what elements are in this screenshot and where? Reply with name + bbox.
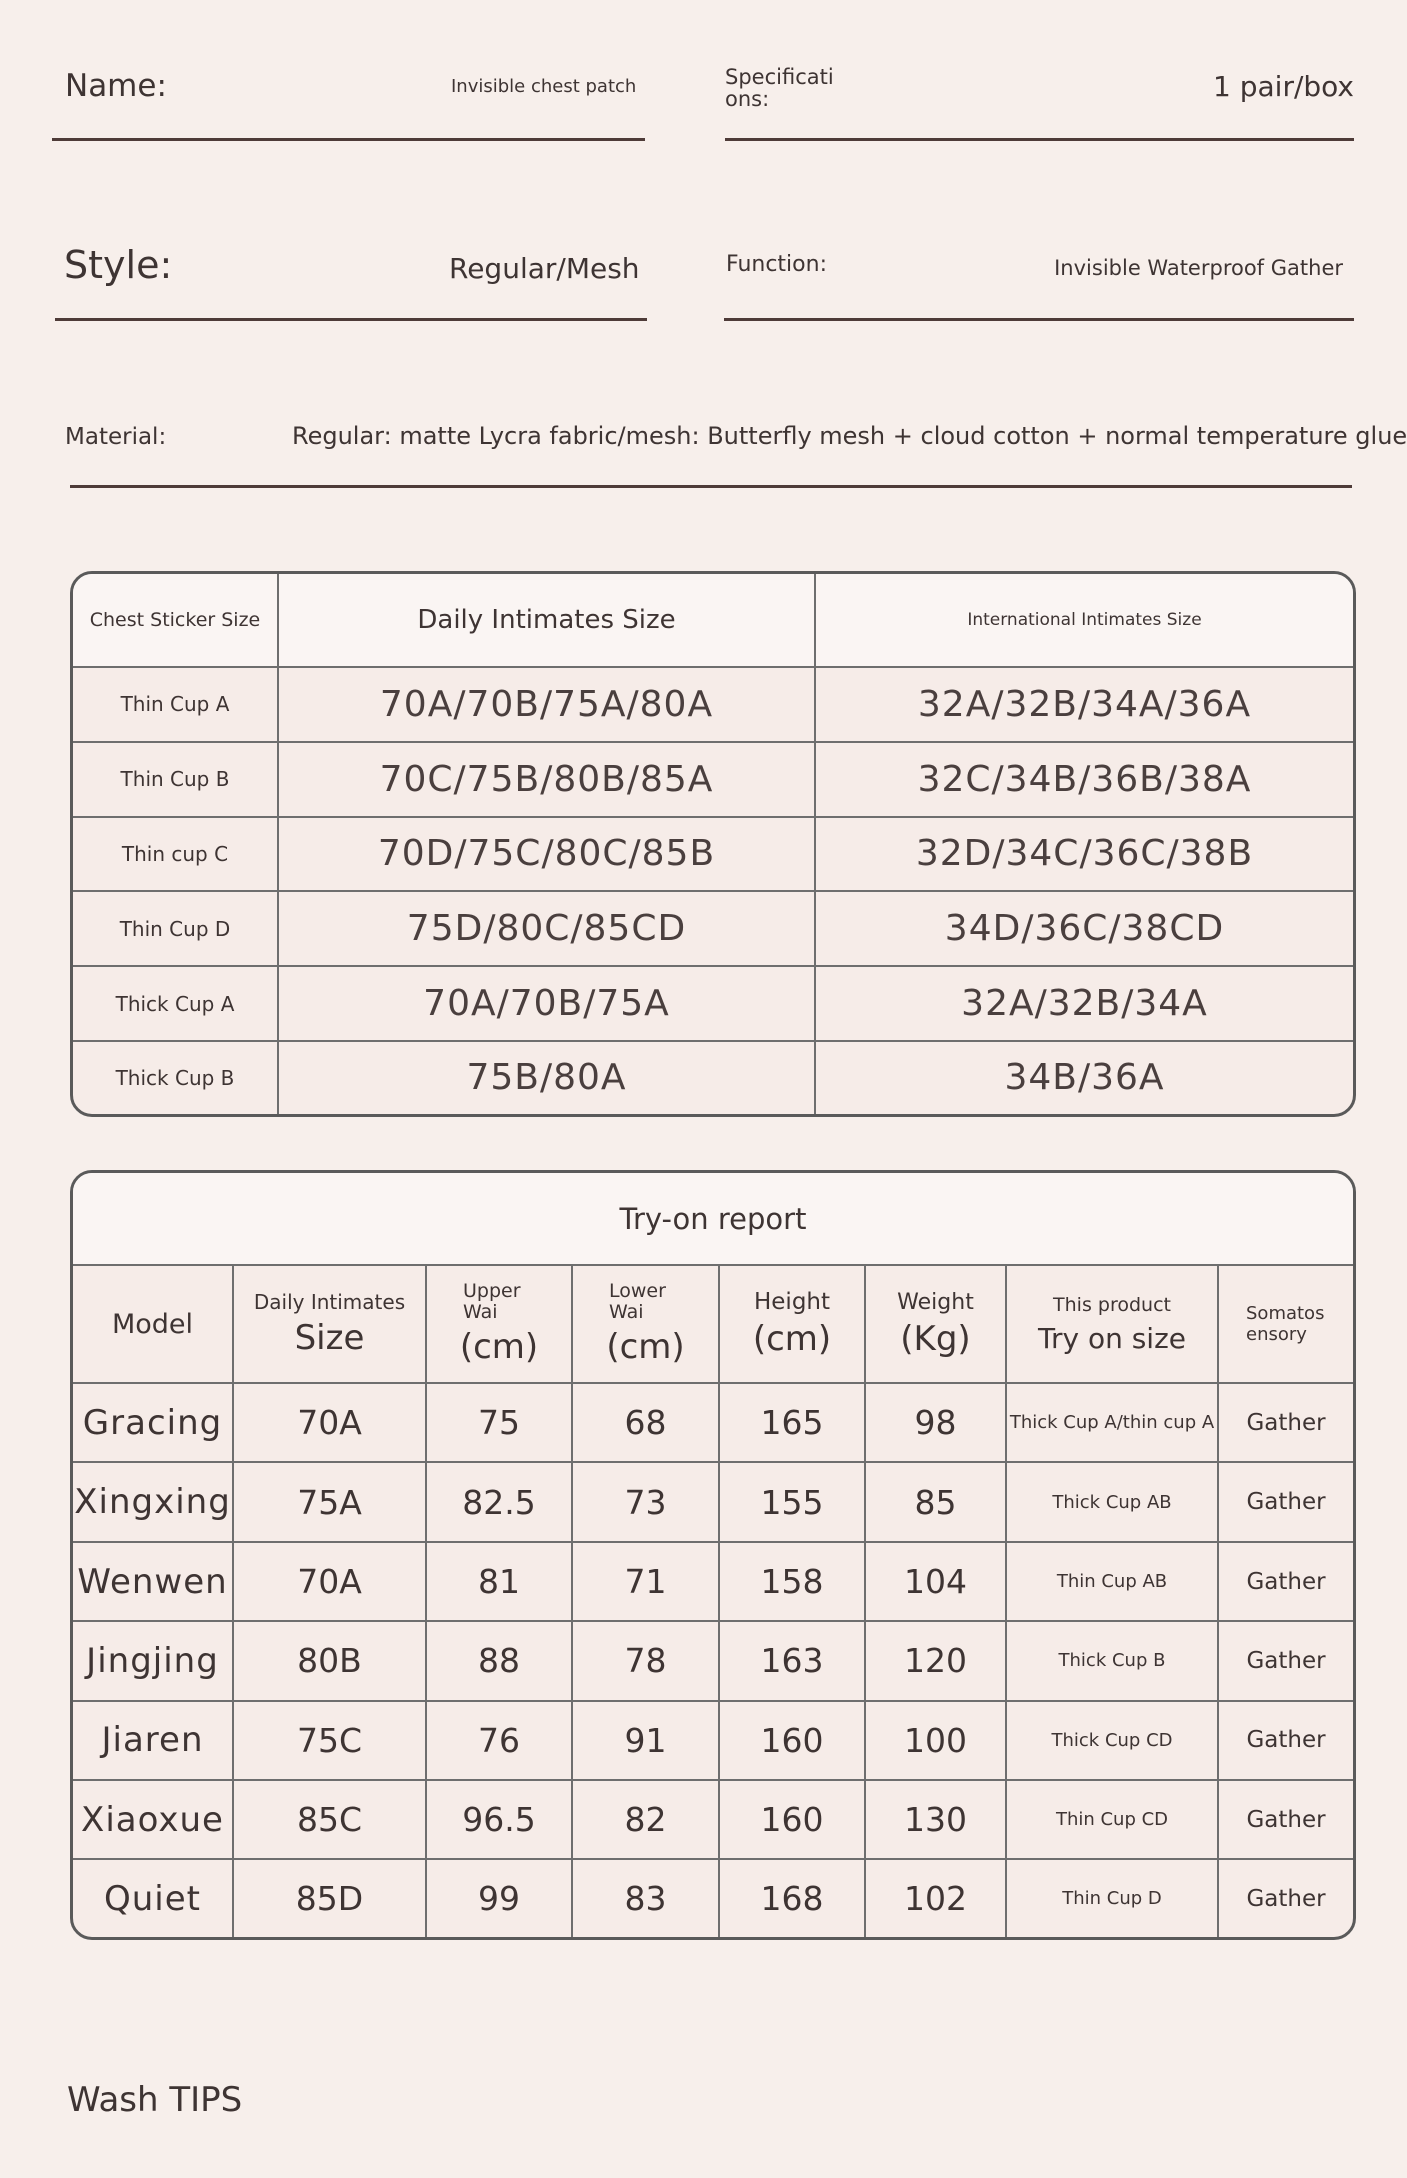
- size-row: [73, 1041, 1353, 1114]
- header-daily-intimates-size: Daily Intimates Size: [278, 574, 815, 667]
- height-cell: 155: [719, 1462, 865, 1541]
- intl-size-cell: 32C/34B/36B/38A: [815, 742, 1353, 817]
- spec-label: Specifications:: [725, 65, 834, 111]
- model-cell: Wenwen: [73, 1542, 233, 1621]
- material-underline: [70, 485, 1352, 488]
- tryon-row: [73, 1701, 1353, 1780]
- product-size-cell: Thin Cup AB: [1006, 1542, 1218, 1621]
- header-weight-small: Weight: [897, 1289, 974, 1315]
- daily-size-cell: 85D: [233, 1859, 426, 1937]
- somatosensory-cell: Gather: [1218, 1383, 1353, 1462]
- height-cell: 160: [719, 1701, 865, 1780]
- weight-cell: 85: [865, 1462, 1006, 1541]
- size-table: [70, 571, 1356, 1117]
- tryon-row: [73, 1859, 1353, 1937]
- chest-size-cell: Thin Cup D: [73, 891, 278, 966]
- height-cell: 165: [719, 1383, 865, 1462]
- tryon-table: [70, 1170, 1356, 1940]
- weight-cell: 104: [865, 1542, 1006, 1621]
- style-underline: [55, 318, 647, 321]
- header-upper-waist: [426, 1265, 572, 1383]
- header-upper-waist-small: Upper Wai: [463, 1280, 521, 1323]
- tryon-header-row: [73, 1265, 1353, 1383]
- product-size-cell: Thin Cup D: [1006, 1859, 1218, 1937]
- product-size-cell: Thick Cup CD: [1006, 1701, 1218, 1780]
- daily-size-cell: 70D/75C/80C/85B: [278, 817, 815, 892]
- product-size-cell: Thin Cup CD: [1006, 1780, 1218, 1859]
- product-size-cell: Thick Cup AB: [1006, 1462, 1218, 1541]
- daily-size-cell: 70A/70B/75A: [278, 966, 815, 1041]
- somatosensory-cell: Gather: [1218, 1701, 1353, 1780]
- somatosensory-cell: Gather: [1218, 1462, 1353, 1541]
- tryon-row: [73, 1542, 1353, 1621]
- header-upper-waist-big: (cm): [459, 1327, 539, 1367]
- header-somatosensory: [1218, 1265, 1353, 1383]
- tryon-row: [73, 1621, 1353, 1700]
- model-cell: Gracing: [73, 1383, 233, 1462]
- daily-size-cell: 75D/80C/85CD: [278, 891, 815, 966]
- chest-size-cell: Thick Cup A: [73, 966, 278, 1041]
- model-cell: Quiet: [73, 1859, 233, 1937]
- chest-size-cell: Thin Cup B: [73, 742, 278, 817]
- weight-cell: 130: [865, 1780, 1006, 1859]
- somatosensory-cell: Gather: [1218, 1621, 1353, 1700]
- daily-size-cell: 70A: [233, 1542, 426, 1621]
- function-value: Invisible Waterproof Gather: [1054, 256, 1343, 280]
- tryon-title: Try-on report: [73, 1173, 1353, 1265]
- header-weight-big: (Kg): [900, 1318, 971, 1359]
- height-cell: 160: [719, 1780, 865, 1859]
- model-cell: Xingxing: [73, 1462, 233, 1541]
- lower-waist-cell: 78: [572, 1621, 719, 1700]
- upper-waist-cell: 99: [426, 1859, 572, 1937]
- weight-cell: 100: [865, 1701, 1006, 1780]
- chest-size-cell: Thin Cup A: [73, 667, 278, 742]
- header-product-small: This product: [1053, 1293, 1171, 1316]
- header-lower-waist-big: (cm): [606, 1327, 685, 1367]
- header-height: [719, 1265, 865, 1383]
- height-cell: 158: [719, 1542, 865, 1621]
- header-chest-sticker-size: Chest Sticker Size: [73, 574, 278, 667]
- function-label: Function:: [726, 252, 827, 277]
- wash-tips-heading: Wash TIPS: [67, 2080, 243, 2120]
- header-height-big: (cm): [752, 1319, 832, 1359]
- tryon-row: [73, 1383, 1353, 1462]
- upper-waist-cell: 96.5: [426, 1780, 572, 1859]
- height-cell: 168: [719, 1859, 865, 1937]
- header-lower-waist-small: Lower Wai: [609, 1280, 666, 1323]
- size-row: [73, 891, 1353, 966]
- upper-waist-cell: 75: [426, 1383, 572, 1462]
- header-international-intimates-size: International Intimates Size: [815, 574, 1353, 667]
- material-label: Material:: [65, 424, 167, 450]
- lower-waist-cell: 71: [572, 1542, 719, 1621]
- upper-waist-cell: 76: [426, 1701, 572, 1780]
- chest-size-cell: Thin cup C: [73, 817, 278, 892]
- intl-size-cell: 32A/32B/34A/36A: [815, 667, 1353, 742]
- style-label: Style:: [64, 243, 173, 287]
- lower-waist-cell: 73: [572, 1462, 719, 1541]
- height-cell: 163: [719, 1621, 865, 1700]
- function-underline: [724, 318, 1354, 321]
- size-table-header: [73, 574, 1353, 667]
- size-row: [73, 742, 1353, 817]
- upper-waist-cell: 88: [426, 1621, 572, 1700]
- somatosensory-cell: Gather: [1218, 1859, 1353, 1937]
- somatosensory-cell: Gather: [1218, 1780, 1353, 1859]
- daily-size-cell: 75A: [233, 1462, 426, 1541]
- intl-size-cell: 34D/36C/38CD: [815, 891, 1353, 966]
- header-product-big: Try on size: [1037, 1321, 1187, 1355]
- header-lower-waist: [572, 1265, 719, 1383]
- somatosensory-cell: Gather: [1218, 1542, 1353, 1621]
- upper-waist-cell: 82.5: [426, 1462, 572, 1541]
- material-value: Regular: matte Lycra fabric/mesh: Butterfly mesh + cloud cotton + normal temperature glue: [292, 422, 1407, 450]
- name-underline: [52, 138, 645, 141]
- size-row: [73, 817, 1353, 892]
- product-size-cell: Thick Cup B: [1006, 1621, 1218, 1700]
- lower-waist-cell: 68: [572, 1383, 719, 1462]
- lower-waist-cell: 91: [572, 1701, 719, 1780]
- model-cell: Jingjing: [73, 1621, 233, 1700]
- size-row: [73, 966, 1353, 1041]
- lower-waist-cell: 83: [572, 1859, 719, 1937]
- daily-size-cell: 70A/70B/75A/80A: [278, 667, 815, 742]
- tryon-row: [73, 1462, 1353, 1541]
- weight-cell: 102: [865, 1859, 1006, 1937]
- name-value: Invisible chest patch: [451, 76, 637, 97]
- header-daily-size: [233, 1265, 426, 1383]
- header-daily-size-small: Daily Intimates: [253, 1290, 406, 1314]
- style-value: Regular/Mesh: [449, 252, 640, 285]
- intl-size-cell: 32D/34C/36C/38B: [815, 817, 1353, 892]
- spec-underline: [725, 138, 1354, 141]
- name-label: Name:: [65, 68, 167, 104]
- lower-waist-cell: 82: [572, 1780, 719, 1859]
- daily-size-cell: 70A: [233, 1383, 426, 1462]
- daily-size-cell: 75B/80A: [278, 1041, 815, 1114]
- daily-size-cell: 85C: [233, 1780, 426, 1859]
- model-cell: Jiaren: [73, 1701, 233, 1780]
- model-cell: Xiaoxue: [73, 1780, 233, 1859]
- daily-size-cell: 80B: [233, 1621, 426, 1700]
- weight-cell: 98: [865, 1383, 1006, 1462]
- header-somatosensory-text: Somatosensory: [1246, 1303, 1325, 1345]
- daily-size-cell: 75C: [233, 1701, 426, 1780]
- size-row: [73, 667, 1353, 742]
- header-product-size: [1006, 1265, 1218, 1383]
- header-weight: [865, 1265, 1006, 1383]
- product-size-cell: Thick Cup A/thin cup A: [1006, 1383, 1218, 1462]
- intl-size-cell: 34B/36A: [815, 1041, 1353, 1114]
- intl-size-cell: 32A/32B/34A: [815, 966, 1353, 1041]
- header-height-small: Height: [753, 1289, 831, 1315]
- daily-size-cell: 70C/75B/80B/85A: [278, 742, 815, 817]
- spec-value: 1 pair/box: [1213, 70, 1354, 103]
- tryon-title-row: [73, 1173, 1353, 1265]
- upper-waist-cell: 81: [426, 1542, 572, 1621]
- header-model: Model: [73, 1265, 233, 1383]
- chest-size-cell: Thick Cup B: [73, 1041, 278, 1114]
- weight-cell: 120: [865, 1621, 1006, 1700]
- tryon-row: [73, 1780, 1353, 1859]
- header-daily-size-big: Size: [294, 1318, 365, 1358]
